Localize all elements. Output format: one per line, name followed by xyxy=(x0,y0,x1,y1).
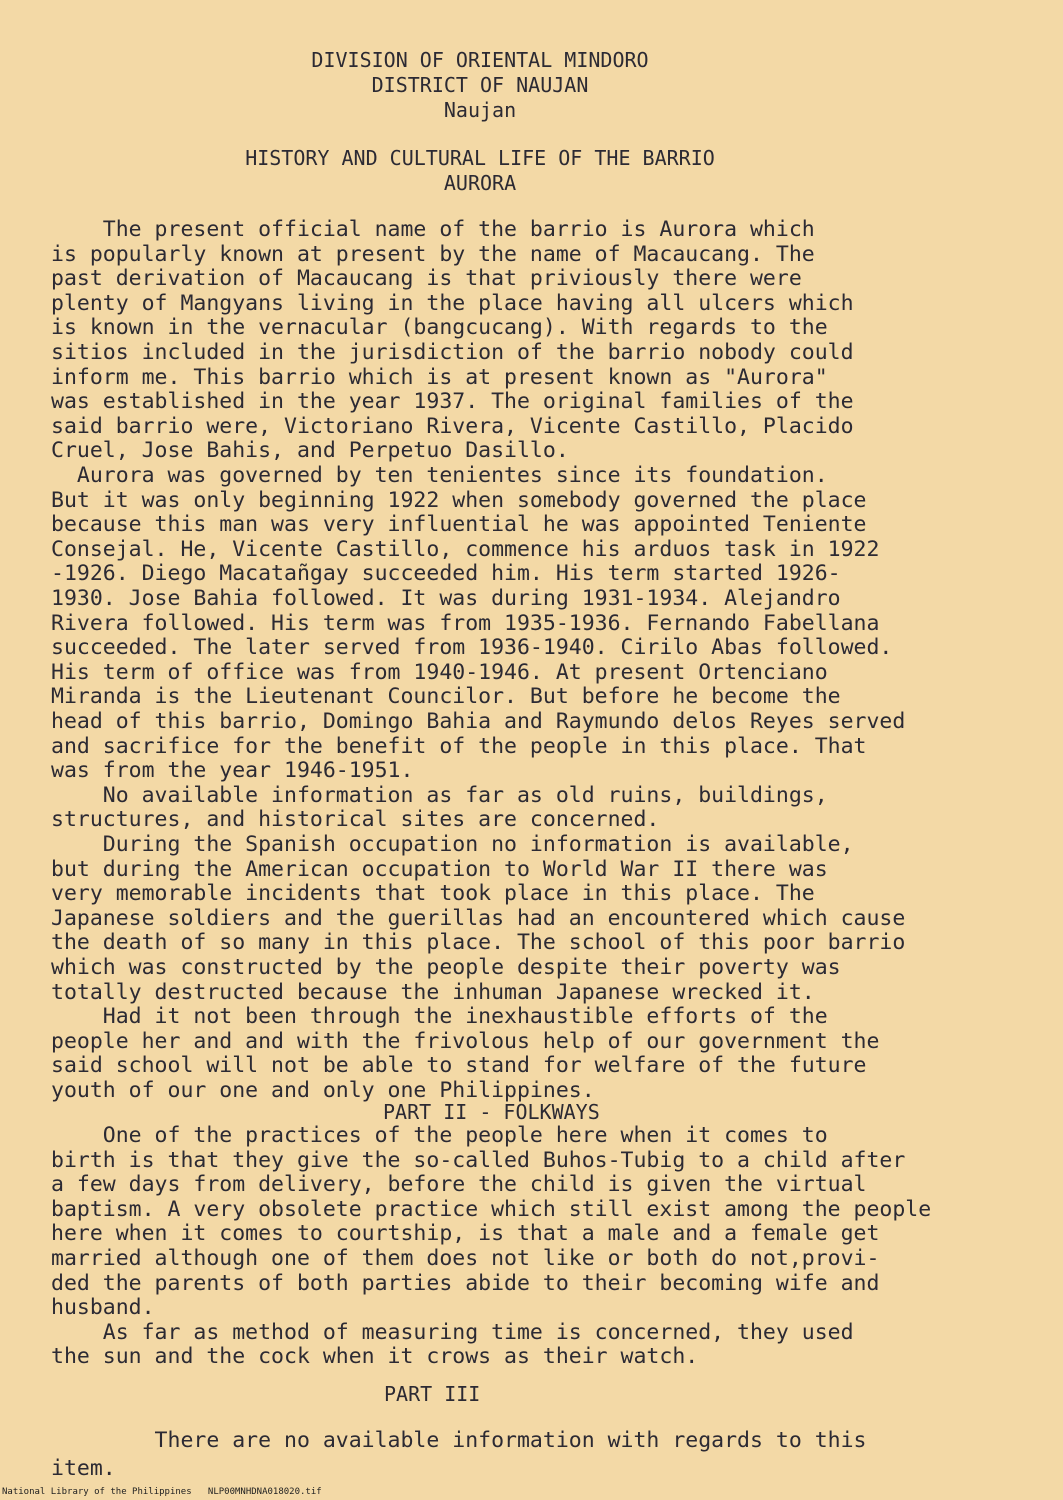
text-line: His term of office was from 1940-1946. At present Ortenciano xyxy=(51,659,828,685)
text-line: The present official name of the barrio is Aurora which xyxy=(51,217,815,242)
text-line: past derivation of Macaucang is that priviously there were xyxy=(51,266,802,292)
text-line: was from the year 1946-1951. xyxy=(51,758,414,784)
text-line: succeeded. The later served from 1936-1940. Cirilo Abas followed. xyxy=(51,635,893,661)
text-line: ded the parents of both parties abide to their becoming wife and xyxy=(51,1270,880,1296)
header-town: Naujan xyxy=(443,98,517,122)
text-line: -1926. Diego Macatañgay succeeded him. His term started 1926- xyxy=(51,561,841,587)
text-line: plenty of Mangyans living in the place having all ulcers which xyxy=(51,290,854,316)
text-line: husband. xyxy=(51,1295,155,1321)
text-line: sitios included in the jurisdiction of the barrio nobody could xyxy=(51,340,854,365)
text-line: 1930. Jose Bahia followed. It was during 1931-1934. Alejandro xyxy=(51,586,841,611)
text-line: baptism. A very obsolete practice which still exist among the people xyxy=(51,1196,932,1222)
text-line: Aurora was governed by ten tenientes since its foundation. xyxy=(51,463,828,488)
text-line: and sacrifice for the benefit of the people in this place. That xyxy=(51,733,867,759)
text-line: Rivera followed. His term was from 1935-1936. Fernando Fabellana xyxy=(51,610,880,636)
text-line: totally destructed because the inhuman Japanese wrecked it. xyxy=(51,979,815,1005)
text-line: which was constructed by the people despite their poverty was xyxy=(51,955,841,980)
text-line: married although one of them does not like or both do not,provi- xyxy=(51,1246,880,1271)
header-district: DISTRICT OF NAUJAN xyxy=(371,73,589,97)
text-line: birth is that they give the so-called Buhos-Tubig to a child after xyxy=(51,1147,906,1173)
text-line: here when it comes to courtship, is that a male and a female get xyxy=(51,1221,880,1247)
text-line: Miranda is the Lieutenant Councilor. But before he become the xyxy=(51,684,841,710)
text-line: Japanese soldiers and the guerillas had an encountered which cause xyxy=(51,905,906,931)
text-line: inform me. This barrio which is at present known as "Aurora" xyxy=(51,364,828,390)
text-line: very memorable incidents that took place in this place. The xyxy=(51,881,815,907)
text-line: is known in the vernacular (bangcucang). With regards to the xyxy=(51,315,828,341)
text-line: Cruel, Jose Bahis, and Perpetuo Dasillo. xyxy=(51,438,569,464)
text-line: structures, and historical sites are concerned. xyxy=(51,807,660,833)
text-line: But it was only beginning 1922 when somebody governed the place xyxy=(51,487,867,513)
text-line: head of this barrio, Domingo Bahia and Raymundo delos Reyes served xyxy=(51,709,906,734)
part3-heading: PART III xyxy=(384,1382,481,1406)
header-division: DIVISION OF ORIENTAL MINDORO xyxy=(311,48,649,72)
text-line: As far as method of measuring time is concerned, they used xyxy=(51,1319,854,1345)
text-line: item. xyxy=(51,1456,116,1481)
text-line: Consejal. He, Vicente Castillo, commence his arduos task in 1922 xyxy=(51,536,880,562)
text-line: One of the practices of the people here when it comes to xyxy=(51,1123,828,1148)
text-line: because this man was very influential he was appointed Teniente xyxy=(51,512,867,538)
text-line: said school will not be able to stand for welfare of the future xyxy=(51,1053,867,1079)
text-line: was established in the year 1937. The original families of the xyxy=(51,389,854,415)
text-line: said barrio were, Victoriano Rivera, Vicente Castillo, Placido xyxy=(51,413,854,439)
text-line: the sun and the cock when it crows as their watch. xyxy=(51,1344,699,1370)
document-subtitle: AURORA xyxy=(443,171,517,195)
text-line: but during the American occupation to World War II there was xyxy=(51,856,828,882)
text-line: There are no available information with regards to this xyxy=(51,1428,867,1453)
text-line: people her and and with the frivolous help of our government the xyxy=(51,1028,880,1054)
text-line: a few days from delivery, before the child is given the virtual xyxy=(51,1172,867,1198)
text-line: During the Spanish occupation no information is available, xyxy=(51,832,854,857)
document-title: HISTORY AND CULTURAL LIFE OF THE BARRIO xyxy=(245,146,715,170)
text-line: youth of our one and only one Philippines. xyxy=(51,1078,595,1103)
footer-caption: National Library of the Philippines NLP00MNHDNA018020.tif xyxy=(2,1487,322,1497)
text-line: Had it not been through the inexhaustible efforts of the xyxy=(51,1004,828,1030)
part2-heading: PART II - FOLKWAYS xyxy=(383,1100,600,1124)
text-line: is popularly known at present by the name of Macaucang. The xyxy=(51,241,815,267)
text-line: the death of so many in this place. The school of this poor barrio xyxy=(51,930,906,956)
text-line: No available information as far as old ruins, buildings, xyxy=(51,782,828,808)
